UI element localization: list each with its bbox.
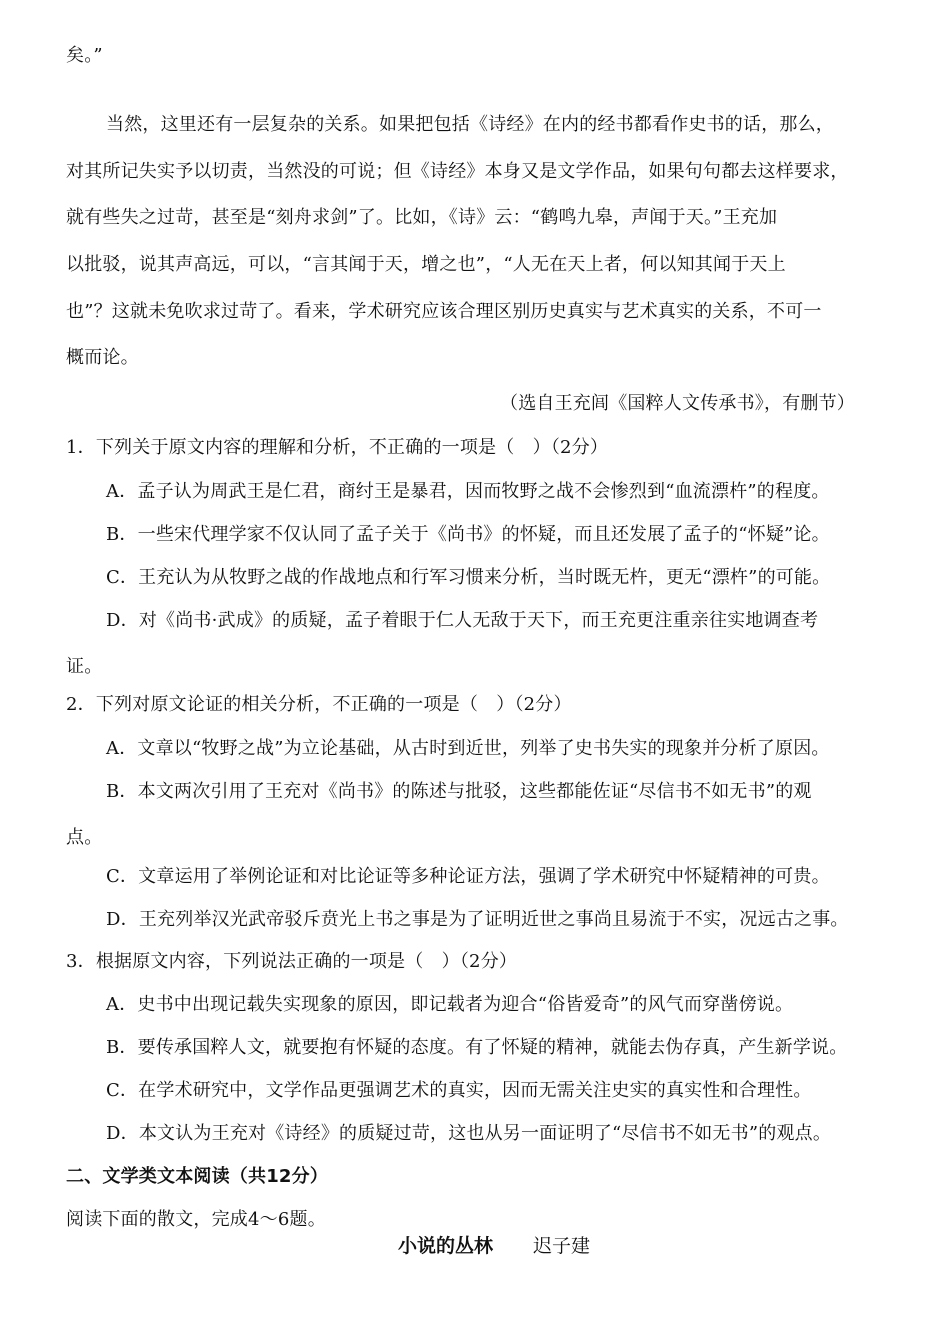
- question-2-option-b: B．本文两次引用了王充对《尚书》的陈述与批驳，这些都能佐证“尽信书不如无书”的观: [106, 781, 812, 802]
- question-1-option-c: C．王充认为从牧野之战的作战地点和行军习惯来分析，当时既无杵，更无“漂杵”的可能。: [106, 567, 831, 588]
- essay-title: 小说的丛林: [398, 1235, 494, 1257]
- passage-line: 对其所记失实予以切责，当然没的可说；但《诗经》本身又是文学作品，如果句句都去这样要求，: [66, 161, 849, 182]
- question-1-option-d: D．对《尚书·武成》的质疑，孟子着眼于仁人无敌于天下，而王充更注重亲往实地调查考: [106, 610, 819, 631]
- question-2-option-d: D．王充列举汉光武帝驳斥贲光上书之事是为了证明近世之事尚且易流于不实，况远古之事。: [106, 909, 849, 930]
- section-2-instruction: 阅读下面的散文，完成4～6题。: [66, 1209, 326, 1230]
- question-2-option-b-continued: 点。: [66, 827, 103, 848]
- source-citation: （选自王充闾《国粹人文传承书》，有删节）: [500, 393, 855, 414]
- question-2-option-a: A．文章以“牧野之战”为立论基础，从古时到近世，列举了史书失实的现象并分析了原因。: [106, 738, 830, 759]
- passage-line: 也”？这就未免吹求过苛了。看来，学术研究应该合理区别历史真实与艺术真实的关系，不可一: [66, 301, 822, 322]
- question-2-stem: 2．下列对原文论证的相关分析，不正确的一项是（ ）（2分）: [66, 694, 572, 715]
- passage-line: 矣。”: [66, 45, 103, 66]
- question-1-option-a: A．孟子认为周武王是仁君，商纣王是暴君，因而牧野之战不会惨烈到“血流漂杵”的程度。: [106, 481, 830, 502]
- question-2-option-c: C．文章运用了举例论证和对比论证等多种论证方法，强调了学术研究中怀疑精神的可贵。: [106, 866, 830, 887]
- essay-title-row: [398, 1233, 590, 1259]
- question-1-stem: 1．下列关于原文内容的理解和分析，不正确的一项是（ ）（2分）: [66, 437, 609, 458]
- question-1-option-d-continued: 证。: [66, 656, 103, 677]
- question-3-option-a: A．史书中出现记载失实现象的原因，即记载者为迎合“俗皆爱奇”的风气而穿凿傍说。: [106, 994, 794, 1015]
- question-3-option-c: C．在学术研究中，文学作品更强调艺术的真实，因而无需关注史实的真实性和合理性。: [106, 1080, 812, 1101]
- essay-author: 迟子建: [533, 1235, 591, 1257]
- passage-line: 当然，这里还有一层复杂的关系。如果把包括《诗经》在内的经书都看作史书的话，那么，: [106, 114, 834, 135]
- passage-line: 以批驳，说其声高远，可以，“言其闻于天，增之也”，“人无在天上者，何以知其闻于天上: [66, 254, 786, 275]
- question-1-option-b: B．一些宋代理学家不仅认同了孟子关于《尚书》的怀疑，而且还发展了孟子的“怀疑”论。: [106, 524, 830, 545]
- section-2-heading: 二、文学类文本阅读（共12分）: [66, 1166, 329, 1187]
- question-3-option-b: B．要传承国粹人文，就要抱有怀疑的态度。有了怀疑的精神，就能去伪存真，产生新学说。: [106, 1037, 848, 1058]
- passage-line: 就有些失之过苛，甚至是“刻舟求剑”了。比如，《诗》云：“鹤鸣九皋，声闻于天。”王充加: [66, 207, 778, 228]
- question-3-stem: 3．根据原文内容，下列说法正确的一项是（ ）（2分）: [66, 951, 518, 972]
- question-3-option-d: D．本文认为王充对《诗经》的质疑过苛，这也从另一面证明了“尽信书不如无书”的观点。: [106, 1123, 832, 1144]
- passage-line: 概而论。: [66, 347, 139, 368]
